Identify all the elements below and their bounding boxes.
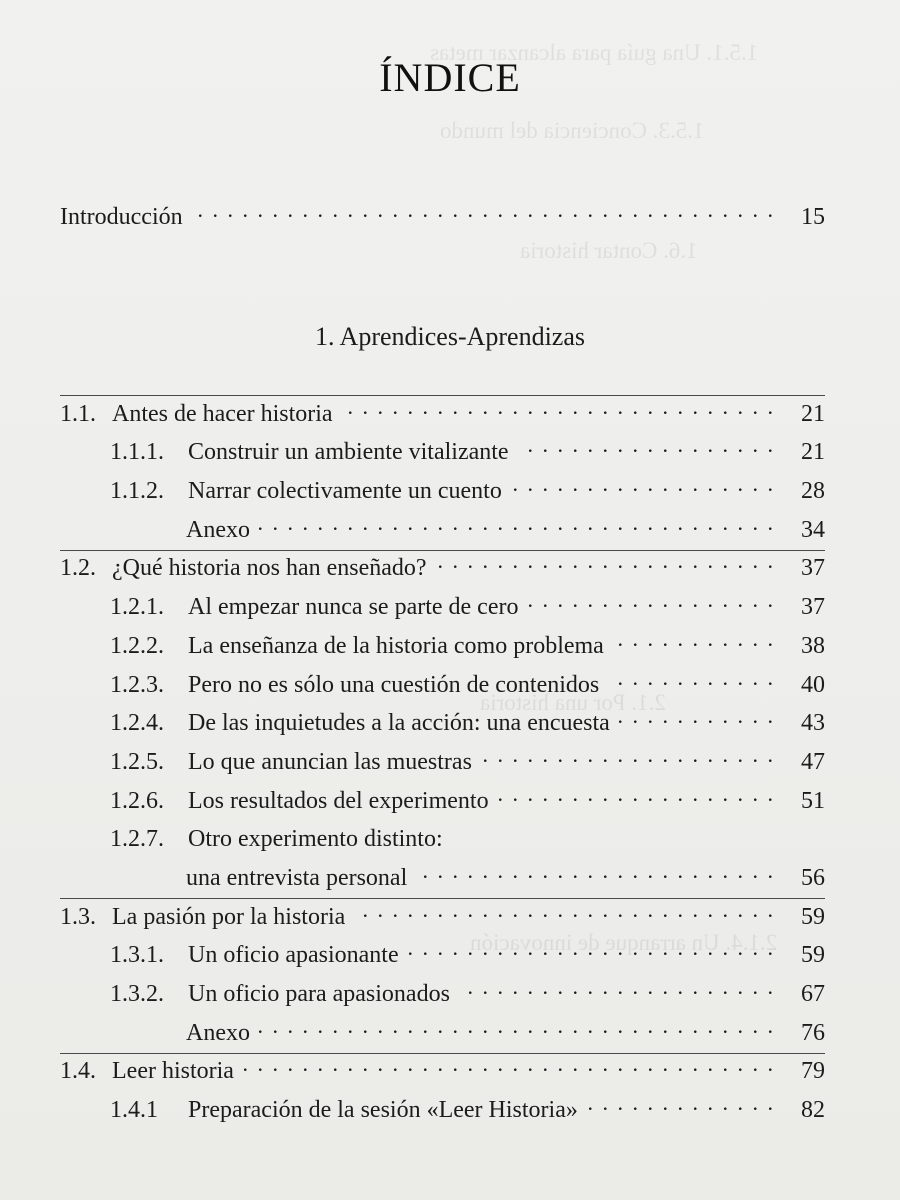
toc-entry-label: Lo que anuncian las muestras [188,748,472,775]
toc-entry [60,782,825,821]
toc-entry [60,666,825,705]
toc-entry-number: 1.2.1. [110,594,164,621]
dot-leader [458,973,775,1001]
dot-leader [258,1012,775,1040]
toc-entry-label: Un oficio apasionante [188,942,399,969]
show-through-text: 2.1. Por una historia [480,690,666,715]
toc-entry-number: 1.4.1 [110,1097,158,1124]
toc-page-number: 21 [801,439,825,466]
table-of-contents [60,395,825,1130]
toc-entry-number: 1.3. [60,903,96,930]
toc-entry-label: Los resultados del experimento [188,787,489,814]
toc-entry-label: Otro experimento distinto: [188,826,443,853]
toc-page-number: 21 [801,400,825,427]
dot-leader [435,547,775,575]
dot-leader [258,509,775,537]
toc-page-number: 59 [801,903,825,930]
toc-entry-label: De las inquietudes a la acción: una encuesta [188,710,610,737]
dot-leader [517,431,775,459]
toc-entry-number: 1.1.1. [110,439,164,466]
dot-leader [586,1089,775,1117]
toc-entry [60,472,825,511]
toc-entry-label: una entrevista personal [186,864,408,891]
toc-entry-number: 1.2. [60,555,96,582]
dot-leader [353,896,775,924]
toc-entry-number: 1.3.2. [110,981,164,1007]
toc-page-number: 59 [801,942,825,969]
toc-entry-label: Al empezar nunca se parte de cero [188,594,519,621]
toc-entry [60,1091,825,1130]
toc-entry [60,1053,825,1092]
dot-leader [497,780,775,808]
toc-entry-label: Leer historia [112,1058,234,1085]
toc-page-number: 43 [801,710,825,737]
toc-entry [60,511,825,550]
dot-leader [612,625,775,653]
toc-page-number: 38 [801,632,825,659]
toc-page-number: 15 [801,203,825,230]
toc-page-number: 79 [801,1058,825,1085]
show-through-text: 1.6. Contar historia [520,238,698,263]
dot-leader [480,741,775,769]
toc-entry-number: 1.2.6. [110,787,164,814]
toc-entry-label: ¿Qué historia nos han enseñado? [112,555,427,582]
toc-entry-label: Preparación de la sesión «Leer Historia» [188,1097,578,1124]
toc-page-number: 28 [801,478,825,505]
toc-entry-number: 1.2.2. [110,632,164,659]
toc-entry-label: Anexo [186,1019,250,1046]
toc-entry-number: 1.3.1. [110,942,164,969]
show-through-text: 2.1.4. Un arranque de innovación [470,930,778,955]
toc-entry [60,743,825,782]
show-through-text: 1.5.1. Una guía para alcanzar metas [430,40,759,65]
toc-entry [60,975,825,1014]
toc-entry [60,395,825,434]
toc-page-number: 56 [801,864,825,891]
show-through-text: 1.5.3. Conciencia del mundo [440,118,705,143]
toc-entry [60,821,825,860]
toc-entry-number: 1.2.5. [110,748,164,775]
toc-entry [60,434,825,473]
toc-entry [60,588,825,627]
toc-entry-label: Anexo [186,516,250,543]
toc-entry-number: 1.4. [60,1058,96,1085]
toc-entry-label: Introducción [60,203,183,230]
toc-entry-label: La enseñanza de la historia como problema [188,632,604,659]
dot-leader [618,702,775,730]
toc-entry [60,627,825,666]
toc-entry-number: 1.2.3. [110,671,164,698]
section-heading: 1. Aprendices-Aprendizas [314,322,586,351]
toc-entry-label: Construir un ambiente vitalizante [188,439,509,466]
toc-page-number: 76 [801,1019,825,1046]
toc-entry-label: Antes de hacer historia [112,400,333,427]
dot-leader [191,196,775,224]
toc-entry [60,1014,825,1053]
toc-entry-introduction [60,196,825,235]
toc-entry-label: Pero no es sólo una cuestión de contenidos [188,671,600,698]
dot-leader [242,1050,775,1078]
toc-entry [60,705,825,744]
toc-entry [60,898,825,937]
dot-leader [526,586,775,614]
toc-page-number: 67 [801,981,825,1007]
toc-entry [60,937,825,976]
toc-entry-label: La pasión por la historia [112,903,346,930]
dot-leader [510,470,775,498]
page-title: ÍNDICE [379,55,521,100]
toc-page-number: 40 [801,671,825,698]
toc-page-number: 51 [801,787,825,814]
toc-entry-number: 1.1. [60,400,96,427]
toc-entry-number: 1.2.4. [110,710,164,737]
toc-entry [60,859,825,898]
toc-page-number: 34 [801,516,825,543]
toc-page-number: 37 [801,555,825,582]
toc-page-number: 82 [801,1097,825,1124]
dot-leader [415,857,775,885]
toc-entry-label: Narrar colectivamente un cuento [188,478,502,505]
dot-leader [407,934,775,962]
toc-page-number: 37 [801,594,825,621]
toc-entry-number: 1.2.7. [110,826,164,853]
toc-entry-number: 1.1.2. [110,478,164,505]
toc-entry [60,550,825,589]
toc-page-number: 47 [801,748,825,775]
dot-leader [341,393,775,421]
toc-entry-label: Un oficio para apasionados [188,981,450,1007]
dot-leader [607,664,775,692]
